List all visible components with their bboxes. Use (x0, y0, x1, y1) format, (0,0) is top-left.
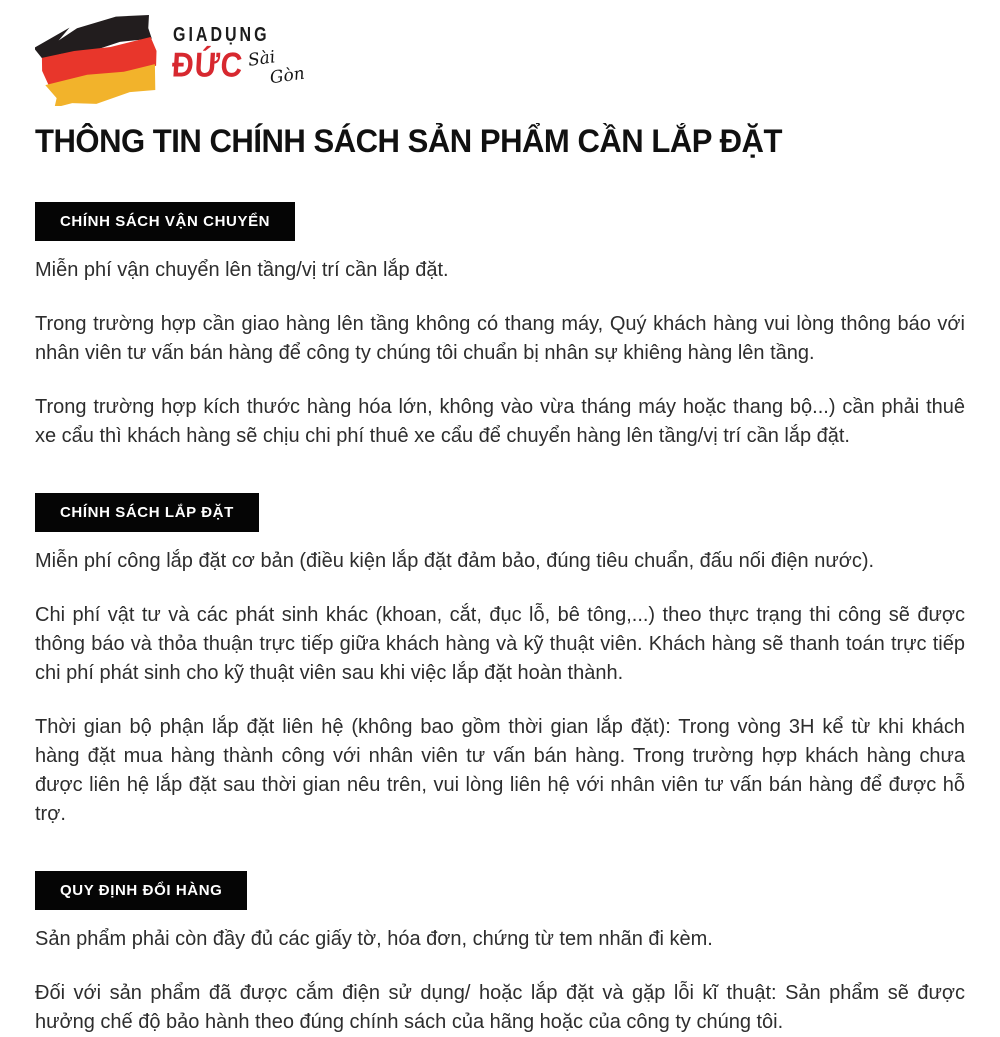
logo-text (170, 14, 307, 89)
section-heading-badge: CHÍNH SÁCH LẮP ĐẶT (35, 493, 259, 532)
section-shipping-policy (35, 160, 965, 451)
section-exchange-rules (35, 829, 965, 1037)
policy-content (35, 160, 965, 1037)
brand-gon: Gòn (268, 63, 307, 89)
brand-row (170, 46, 307, 89)
policy-paragraph: Chi phí vật tư và các phát sinh khác (khoan, cắt, đục lỗ, bê tông,...) theo thực trạng thi công sẽ được thông báo và thỏa thuận trực tiếp giữa khách hàng và kỹ thuật viên. Khách hàng sẽ thanh toán trực tiếp chi phí phát sinh cho kỹ thuật viên sau khi việc lắp đặt hoàn thành. (35, 604, 965, 684)
section-heading-badge: CHÍNH SÁCH VẬN CHUYỂN (35, 202, 295, 241)
policy-paragraph: Miễn phí vận chuyển lên tầng/vị trí cần lắp đặt. (35, 259, 449, 281)
section-installation-policy (35, 451, 965, 829)
page-title: THÔNG TIN CHÍNH SÁCH SẢN PHẨM CẦN LẮP ĐẶT (35, 123, 782, 159)
brand-name: GIADỤNG (173, 24, 270, 46)
policy-paragraph: Sản phẩm phải còn đầy đủ các giấy tờ, hóa đơn, chứng từ tem nhãn đi kèm. (35, 928, 713, 950)
brand-duc: ĐỨC (170, 46, 245, 85)
brand-sai: Sài (247, 47, 277, 71)
german-flag-icon (35, 14, 163, 106)
policy-paragraph: Trong trường hợp kích thước hàng hóa lớn, không vào vừa tháng máy hoặc thang bộ...) cần phải thuê xe cẩu thì khách hàng sẽ chịu chi phí thuê xe cẩu để chuyển hàng lên tầng/vị trí cần lắp đặt. (35, 396, 965, 447)
section-heading-badge: QUY ĐỊNH ĐỔI HÀNG (35, 871, 247, 910)
policy-paragraph: Đối với sản phẩm đã được cắm điện sử dụng/ hoặc lắp đặt và gặp lỗi kĩ thuật: Sản phẩm sẽ được hưởng chế độ bảo hành theo đúng chính sách của hãng hoặc của công ty chúng tôi. (35, 982, 965, 1033)
policy-paragraph: Trong trường hợp cần giao hàng lên tầng không có thang máy, Quý khách hàng vui lòng thông báo với nhân viên tư vấn bán hàng để công ty chúng tôi chuẩn bị nhân sự khiêng hàng lên tầng. (35, 313, 965, 364)
policy-paragraph: Miễn phí công lắp đặt cơ bản (điều kiện lắp đặt đảm bảo, đúng tiêu chuẩn, đấu nối điện nước). (35, 550, 875, 572)
logo (35, 14, 965, 106)
brand-saigon (247, 47, 307, 89)
policy-paragraph: Thời gian bộ phận lắp đặt liên hệ (không bao gồm thời gian lắp đặt): Trong vòng 3H kể từ khi khách hàng đặt mua hàng thành công với nhân viên tư vấn bán hàng. Trong trường hợp khách hàng chưa được liên hệ lắp đặt sau thời gian nêu trên, vui lòng liên hệ với nhân viên tư vấn bán hàng để được hỗ trợ. (35, 716, 965, 825)
